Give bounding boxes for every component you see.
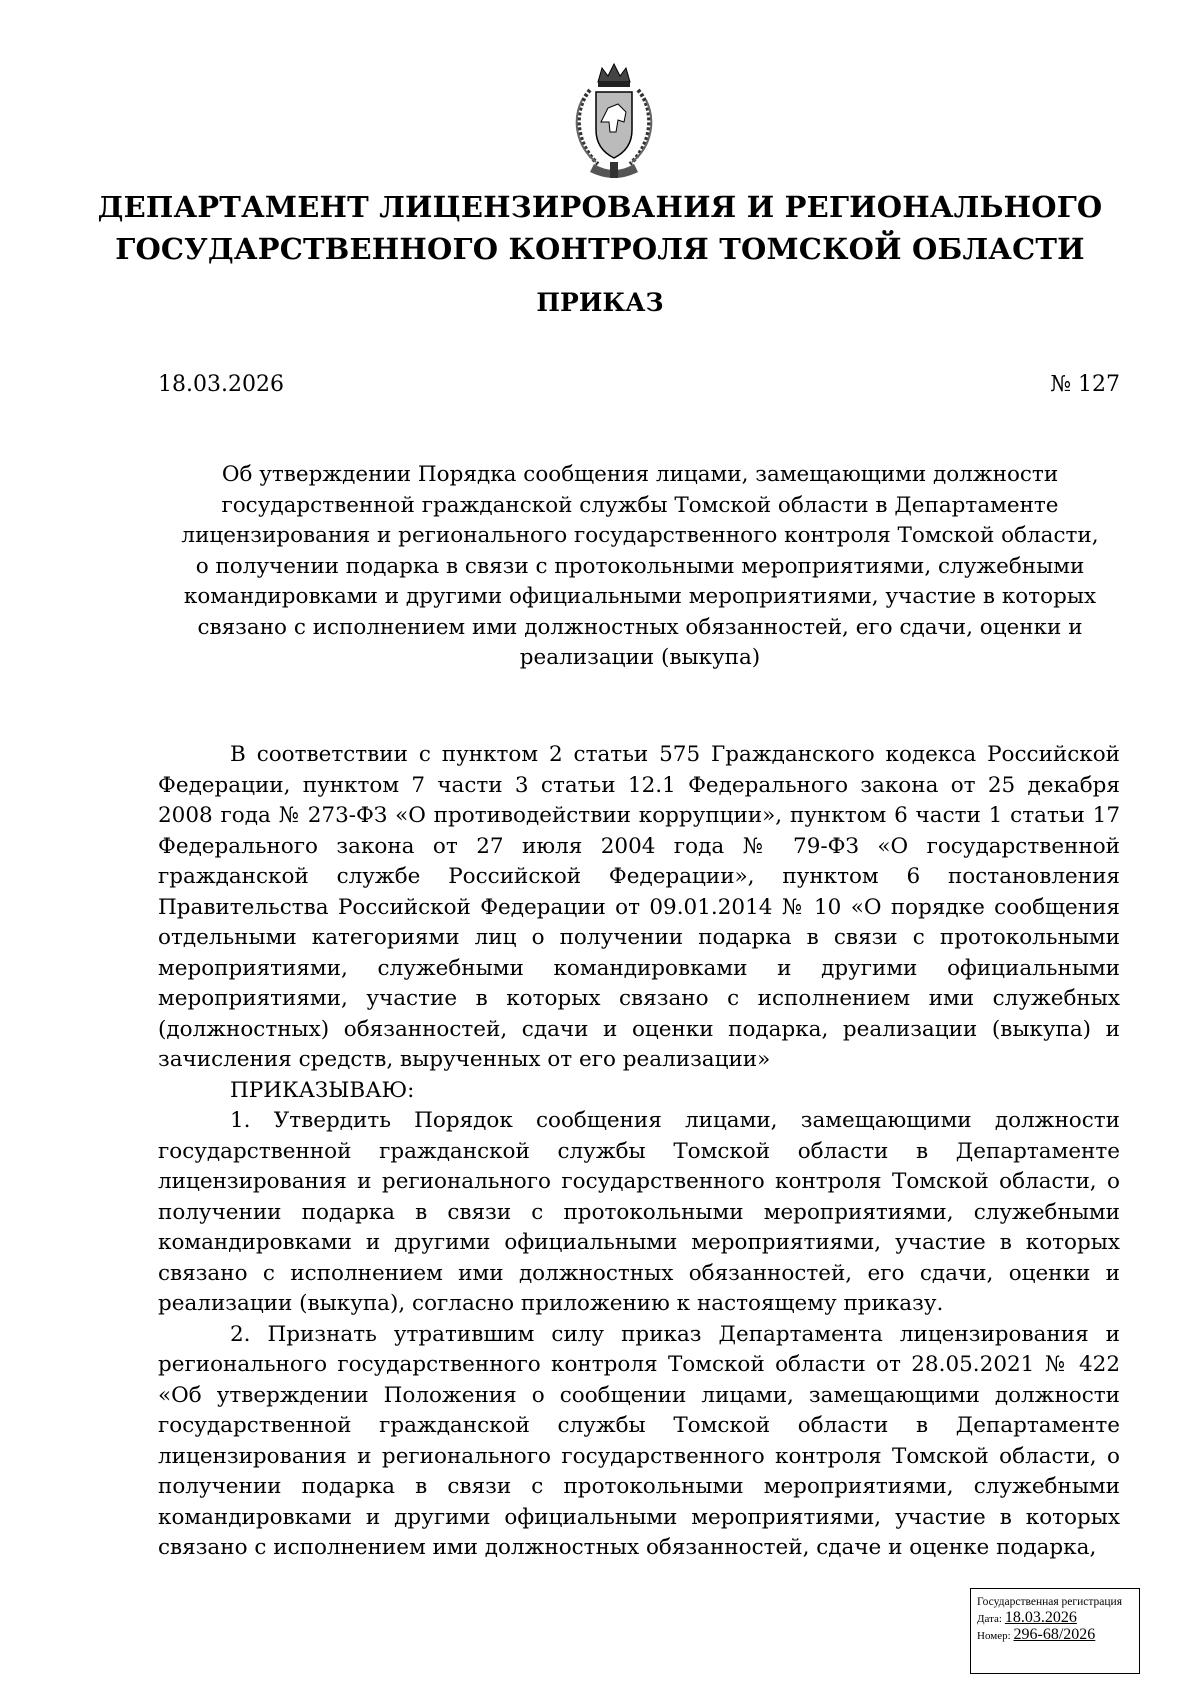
- subject-line: государственной гражданской службы Томской области в Департаменте: [221, 492, 1059, 518]
- registration-number-label: Номер:: [977, 1630, 1011, 1642]
- item-2-paragraph: 2. Признать утратившим силу приказ Департамента лицензирования и регионального государственного контроля Томской области от 28.05.2021 № 422 «Об утверждении Положения о сообщении лицами, замещающими должности государственной гражданской службы Томской области в Департаменте лицензирования и регионального государственного контроля Томской области, о получении подарка в связи с протокольными мероприятиями, служебными командировками и другими официальными мероприятиями, участие в которых связано с исполнением ими должностных обязанностей, сдаче и оценке подарка,: [158, 1321, 1120, 1560]
- item-1-paragraph: 1. Утвердить Порядок сообщения лицами, замещающими должности государственной гражданской службы Томской области в Департаменте лицензирования и регионального государственного контроля Томской области, о получении подарка в связи с протокольными мероприятиями, служебными командировками и другими официальными мероприятиями, участие в которых связано с исполнением ими должностных обязанностей, его сдачи, оценки и реализации (выкупа), согласно приложению к настоящему приказу.: [158, 1108, 1120, 1316]
- subject-line: реализации (выкупа): [519, 645, 761, 670]
- order-word: ПРИКАЗЫВАЮ:: [230, 1077, 415, 1103]
- registration-stamp: [970, 1588, 1140, 1674]
- subject-line: о получении подарка в связи с протокольными мероприятиями, служебными: [195, 553, 1085, 579]
- document-body: [158, 740, 1120, 1564]
- subject-line: командировками и другими официальными мероприятиями, участие в которых: [183, 584, 1097, 609]
- document-type: ПРИКАЗ: [536, 288, 664, 317]
- preamble-paragraph: В соответствии с пунктом 2 статьи 575 Гражданского кодекса Российской Федерации, пунктом 7 части 3 статьи 12.1 Федерального закона от 25 декабря 2008 года № 273-ФЗ «О противодействии коррупции», пунктом 6 части 1 статьи 17 Федерального закона от 27 июля 2004 года № 79-ФЗ «О государственной гражданской службе Российской Федерации», пунктом 6 постановления Правительства Российской Федерации от 09.01.2014 № 10 «О порядке сообщения отдельными категориями лиц о получении подарка в связи с протокольными мероприятиями, служебными командировками и другими официальными мероприятиями, участие в которых связано с исполнением ими служебных (должностных) обязанностей, сдачи и оценки подарка, реализации (выкупа) и зачисления средств, вырученных от его реализации»: [158, 742, 1120, 1072]
- coat-of-arms-emblem: [568, 60, 660, 182]
- organization-name: [0, 186, 1200, 270]
- registration-title: Государственная регистрация: [977, 1596, 1122, 1608]
- subject-line: лицензирования и регионального государственного контроля Томской области,: [181, 523, 1099, 548]
- registration-date-label: Дата:: [977, 1613, 1002, 1625]
- registration-number-value: 296-68/2026: [1013, 1626, 1096, 1643]
- organization-name-line1: ДЕПАРТАМЕНТ ЛИЦЕНЗИРОВАНИЯ И РЕГИОНАЛЬНОГО: [97, 190, 1103, 224]
- subject-line: связано с исполнением ими должностных обязанностей, его сдачи, оценки и: [197, 614, 1083, 640]
- document-subject: [180, 460, 1100, 674]
- registration-date-value: 18.03.2026: [1004, 1609, 1077, 1626]
- document-number: № 127: [1050, 372, 1120, 397]
- subject-line: Об утверждении Порядка сообщения лицами, замещающими должности: [221, 462, 1059, 487]
- organization-name-line2: ГОСУДАРСТВЕННОГО КОНТРОЛЯ ТОМСКОЙ ОБЛАСТИ: [115, 232, 1085, 266]
- document-date: 18.03.2026: [158, 372, 284, 397]
